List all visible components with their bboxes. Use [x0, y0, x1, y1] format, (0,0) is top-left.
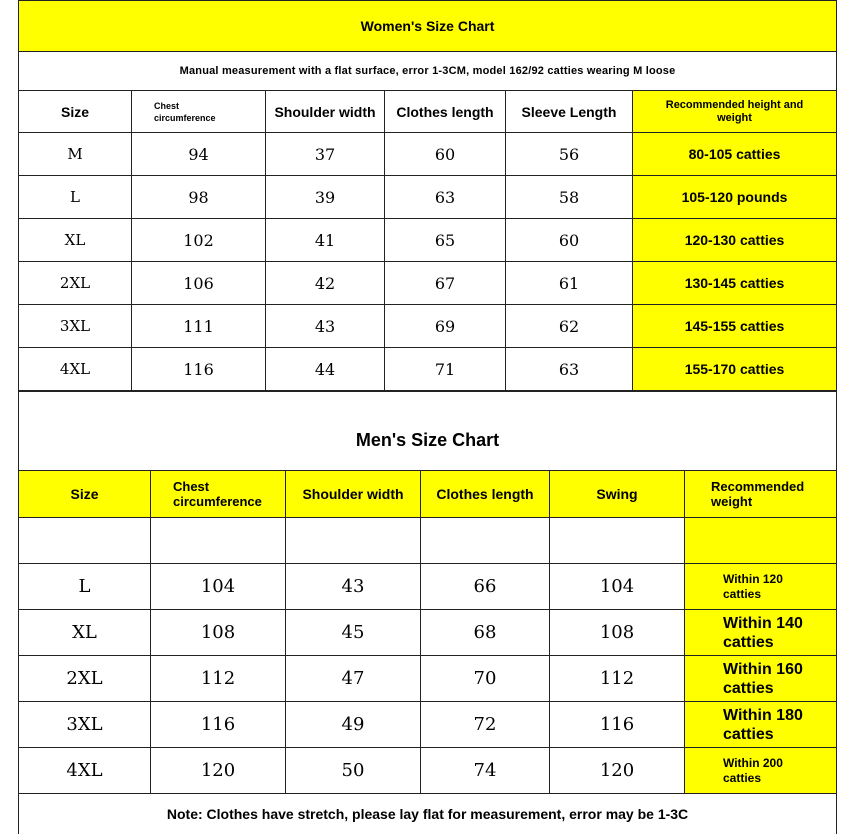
shoulder-cell: 41: [266, 219, 385, 262]
mens-header-shoulder: Shoulder width: [286, 471, 421, 518]
length-cell: 74: [421, 748, 550, 794]
recommended-cell: Within 200 catties: [685, 748, 837, 794]
recommended-cell: 105-120 pounds: [633, 176, 837, 219]
womens-header-sleeve: Sleeve Length: [506, 91, 633, 133]
length-cell: 71: [385, 348, 506, 391]
chest-cell: 116: [151, 702, 286, 748]
length-cell: 60: [385, 133, 506, 176]
table-row: [19, 702, 837, 748]
womens-measurement-note: Manual measurement with a flat surface, error 1-3CM, model 162/92 catties wearing M loose: [19, 52, 837, 91]
mens-chart-title: Men's Size Chart: [19, 392, 837, 471]
sleeve-cell: 61: [506, 262, 633, 305]
size-cell: 4XL: [19, 748, 151, 794]
womens-header-chest: Chest circumference: [132, 91, 266, 133]
size-cell: XL: [19, 219, 132, 262]
recommended-cell: 145-155 catties: [633, 305, 837, 348]
empty-cell: [685, 518, 837, 564]
shoulder-cell: 43: [286, 564, 421, 610]
empty-cell: [421, 518, 550, 564]
empty-cell: [19, 518, 151, 564]
mens-header-chest: Chest circumference: [151, 471, 286, 518]
recommended-cell: Within 140 catties: [685, 610, 837, 656]
womens-size-table: [18, 0, 837, 391]
mens-header-swing: Swing: [550, 471, 685, 518]
shoulder-cell: 47: [286, 656, 421, 702]
chest-cell: 106: [132, 262, 266, 305]
size-cell: L: [19, 564, 151, 610]
sleeve-cell: 60: [506, 219, 633, 262]
chest-cell: 108: [151, 610, 286, 656]
sleeve-cell: 58: [506, 176, 633, 219]
size-cell: 4XL: [19, 348, 132, 391]
table-row: [19, 176, 837, 219]
size-cell: L: [19, 176, 132, 219]
swing-cell: 104: [550, 564, 685, 610]
shoulder-cell: 49: [286, 702, 421, 748]
size-cell: 3XL: [19, 702, 151, 748]
empty-cell: [151, 518, 286, 564]
swing-cell: 120: [550, 748, 685, 794]
table-row: [19, 305, 837, 348]
empty-row: [19, 518, 837, 564]
size-cell: 2XL: [19, 262, 132, 305]
table-row: [19, 656, 837, 702]
length-cell: 69: [385, 305, 506, 348]
mens-size-table: [18, 391, 837, 834]
mens-footer-note: Note: Clothes have stretch, please lay flat for measurement, error may be 1-3C: [19, 794, 837, 834]
table-row: [19, 348, 837, 391]
recommended-cell: 120-130 catties: [633, 219, 837, 262]
table-row: [19, 564, 837, 610]
shoulder-cell: 39: [266, 176, 385, 219]
shoulder-cell: 45: [286, 610, 421, 656]
swing-cell: 108: [550, 610, 685, 656]
sleeve-cell: 62: [506, 305, 633, 348]
recommended-cell: 155-170 catties: [633, 348, 837, 391]
recommended-cell: Within 180 catties: [685, 702, 837, 748]
table-row: [19, 219, 837, 262]
womens-header-shoulder: Shoulder width: [266, 91, 385, 133]
chest-cell: 104: [151, 564, 286, 610]
mens-header-size: Size: [19, 471, 151, 518]
swing-cell: 116: [550, 702, 685, 748]
mens-header-recommended: Recommended weight: [685, 471, 837, 518]
womens-chart-title: Women's Size Chart: [19, 1, 837, 52]
empty-cell: [286, 518, 421, 564]
size-cell: 3XL: [19, 305, 132, 348]
chest-cell: 112: [151, 656, 286, 702]
empty-cell: [550, 518, 685, 564]
shoulder-cell: 43: [266, 305, 385, 348]
length-cell: 70: [421, 656, 550, 702]
chest-cell: 116: [132, 348, 266, 391]
table-row: [19, 610, 837, 656]
recommended-cell: 80-105 catties: [633, 133, 837, 176]
size-cell: XL: [19, 610, 151, 656]
length-cell: 68: [421, 610, 550, 656]
shoulder-cell: 44: [266, 348, 385, 391]
chest-cell: 98: [132, 176, 266, 219]
sleeve-cell: 56: [506, 133, 633, 176]
shoulder-cell: 42: [266, 262, 385, 305]
shoulder-cell: 37: [266, 133, 385, 176]
table-row: [19, 748, 837, 794]
sleeve-cell: 63: [506, 348, 633, 391]
recommended-cell: Within 160 catties: [685, 656, 837, 702]
size-cell: M: [19, 133, 132, 176]
chest-cell: 102: [132, 219, 266, 262]
length-cell: 66: [421, 564, 550, 610]
chest-cell: 120: [151, 748, 286, 794]
length-cell: 65: [385, 219, 506, 262]
chest-cell: 94: [132, 133, 266, 176]
length-cell: 63: [385, 176, 506, 219]
recommended-cell: Within 120 catties: [685, 564, 837, 610]
mens-header-length: Clothes length: [421, 471, 550, 518]
table-row: [19, 262, 837, 305]
length-cell: 72: [421, 702, 550, 748]
table-row: [19, 133, 837, 176]
womens-header-size: Size: [19, 91, 132, 133]
chest-cell: 111: [132, 305, 266, 348]
womens-header-recommended: Recommended height and weight: [633, 91, 837, 133]
length-cell: 67: [385, 262, 506, 305]
womens-header-length: Clothes length: [385, 91, 506, 133]
shoulder-cell: 50: [286, 748, 421, 794]
size-cell: 2XL: [19, 656, 151, 702]
swing-cell: 112: [550, 656, 685, 702]
recommended-cell: 130-145 catties: [633, 262, 837, 305]
